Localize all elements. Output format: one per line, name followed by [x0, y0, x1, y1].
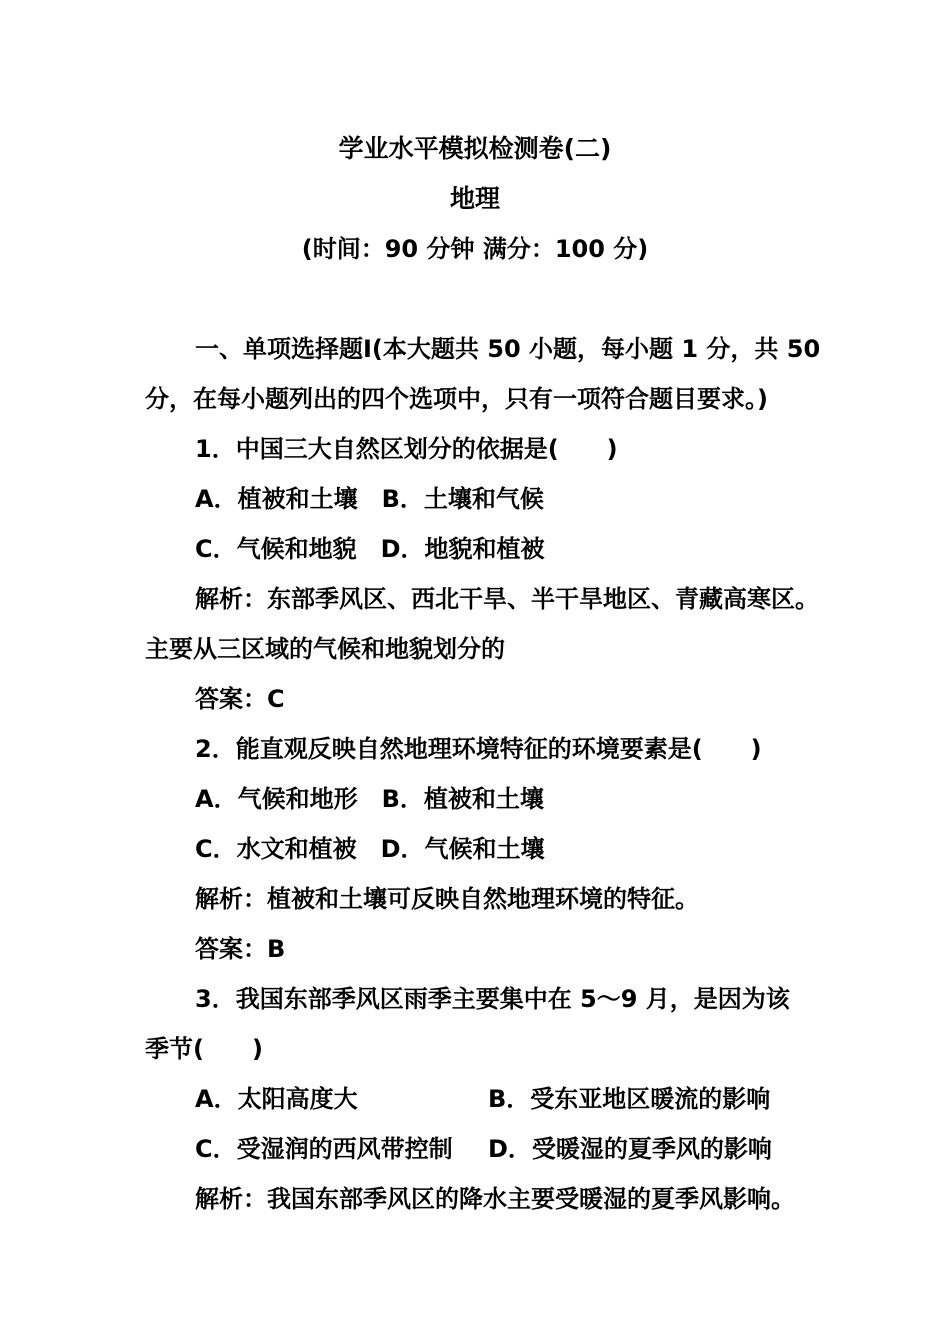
exam-info: (时间：90 分钟 满分：100 分): [301, 235, 649, 263]
question-1-options-row2: C．气候和地貌 D．地貌和植被: [195, 535, 545, 563]
exam-title: 学业水平模拟检测卷(二): [338, 134, 612, 163]
question-2-analysis: 解析：植被和土壤可反映自然地理环境的特征。: [195, 885, 699, 913]
question-1-answer: 答案：C: [195, 685, 285, 713]
question-3-analysis: 解析：我国东部季风区的降水主要受暖湿的夏季风影响。: [195, 1185, 795, 1213]
question-3-option-b: B．受东亚地区暖流的影响: [488, 1085, 771, 1113]
section-heading-line1: 一、单项选择题Ⅰ(本大题共 50 小题，每小题 1 分，共 50: [195, 335, 821, 363]
question-3-stem-line1: 3．我国东部季风区雨季主要集中在 5～9 月，是因为该: [195, 985, 790, 1013]
question-2-options-row2: C．水文和植被 D．气候和土壤: [195, 835, 545, 863]
question-1-stem: 1．中国三大自然区划分的依据是( ): [195, 435, 618, 463]
question-2-options-row1: A．气候和地形 B．植被和土壤: [195, 785, 544, 813]
question-2-answer: 答案：B: [195, 935, 286, 963]
section-heading-line2: 分，在每小题列出的四个选项中，只有一项符合题目要求。): [145, 385, 768, 413]
question-3-stem-line2: 季节( ): [145, 1035, 263, 1063]
subject-title: 地理: [449, 184, 500, 213]
question-3-option-c: C．受湿润的西风带控制: [195, 1135, 453, 1163]
question-2-stem: 2．能直观反映自然地理环境特征的环境要素是( ): [195, 735, 762, 763]
question-3-option-a: A．太阳高度大: [195, 1085, 358, 1113]
question-1-analysis-line2: 主要从三区域的气候和地貌划分的: [145, 635, 505, 663]
question-3-option-d: D．受暖湿的夏季风的影响: [488, 1135, 772, 1163]
question-1-options-row1: A．植被和土壤 B．土壤和气候: [195, 485, 544, 513]
question-1-analysis-line1: 解析：东部季风区、西北干旱、半干旱地区、青藏高寒区。: [195, 585, 819, 613]
